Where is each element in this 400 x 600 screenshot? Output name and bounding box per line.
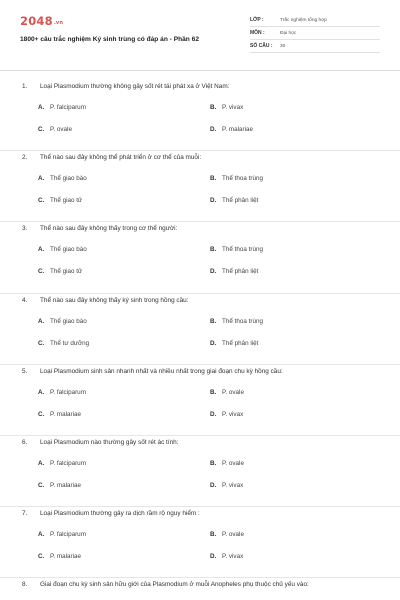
option-a[interactable]: [38, 389, 86, 396]
meta-row-so-cau: [250, 40, 380, 53]
question-stem: Loại Plasmodium nào thường gây sốt rét ác tính:: [40, 438, 179, 446]
question-text: [22, 439, 380, 446]
option-letter: B.: [210, 246, 217, 254]
option-text: Thể thoa trùng: [222, 317, 263, 325]
option-text: P. malariae: [50, 481, 82, 489]
option-letter: B.: [210, 459, 217, 467]
option-c[interactable]: [38, 482, 81, 489]
question-number: 1.: [22, 83, 28, 90]
question-number: 8.: [22, 581, 28, 589]
meta-label-mon: MÔN :: [250, 30, 265, 36]
option-letter: A.: [38, 317, 45, 325]
question-4: [0, 294, 400, 365]
option-b[interactable]: [210, 104, 243, 111]
option-a[interactable]: [38, 175, 87, 182]
option-d[interactable]: [210, 268, 258, 275]
question-7: [0, 507, 400, 578]
question-stem: Loại Plasmodium sinh sản nhanh nhất và nhiều nhất trong giai đoạn chu kỳ hồng cầu:: [40, 367, 283, 375]
question-stem: Giai đoạn chu kỳ sinh sản hữu giới của Plasmodium ở muỗi Anopheles phụ thuộc chủ yếu vào:: [40, 581, 309, 589]
question-8: [0, 578, 400, 600]
meta-label-lop: LỚP :: [250, 17, 264, 23]
header-divider: [0, 70, 400, 71]
option-b[interactable]: [210, 389, 244, 396]
option-letter: B.: [210, 317, 217, 325]
option-b[interactable]: [210, 318, 263, 325]
option-a[interactable]: [38, 531, 86, 538]
option-letter: C.: [38, 126, 45, 133]
option-b[interactable]: [210, 460, 244, 467]
option-text: Thể thoa trùng: [222, 246, 263, 254]
question-2: [0, 151, 400, 222]
option-letter: C.: [38, 339, 45, 347]
question-text: [22, 510, 380, 517]
option-letter: D.: [210, 126, 217, 133]
option-text: P. ovale: [50, 126, 72, 133]
option-b[interactable]: [210, 175, 263, 182]
option-letter: C.: [38, 268, 45, 276]
option-letter: B.: [210, 388, 217, 396]
option-letter: A.: [38, 459, 45, 467]
option-d[interactable]: [210, 340, 258, 347]
option-letter: A.: [38, 531, 45, 539]
option-d[interactable]: [210, 482, 243, 489]
option-letter: D.: [210, 339, 217, 347]
question-5: [0, 365, 400, 436]
option-b[interactable]: [210, 246, 263, 253]
option-c[interactable]: [38, 197, 82, 204]
question-stem: Thể nào sau đây không thể phát triển ở cơ thể của muỗi:: [40, 154, 202, 162]
option-text: P. malariae: [50, 410, 82, 418]
option-text: Thể phân liệt: [222, 339, 259, 347]
option-text: Thể giao bào: [50, 246, 87, 254]
option-d[interactable]: [210, 411, 243, 418]
option-d[interactable]: [210, 553, 243, 560]
logo-text: 2048: [20, 14, 53, 28]
header: [0, 0, 400, 70]
option-a[interactable]: [38, 318, 87, 325]
option-text: P. vivax: [222, 410, 244, 418]
question-text: [22, 225, 380, 232]
meta-info: [250, 14, 380, 53]
option-text: P. falciparum: [50, 531, 86, 539]
option-text: Thể phân liệt: [222, 268, 259, 276]
meta-row-mon: [250, 27, 380, 40]
option-text: P. vivax: [222, 104, 244, 111]
question-stem: Thể nào sau đây không thấy trong cơ thể người:: [40, 225, 178, 233]
question-number: 2.: [22, 154, 28, 162]
meta-row-lop: [250, 14, 380, 27]
logo-tld: .vn: [53, 20, 64, 26]
option-c[interactable]: [38, 126, 72, 133]
question-stem: Thể nào sau đây không thấy ký sinh trong hồng cầu:: [40, 296, 189, 304]
meta-value-mon: Đại học: [280, 30, 297, 36]
option-letter: C.: [38, 410, 45, 418]
option-letter: D.: [210, 197, 217, 205]
option-letter: C.: [38, 553, 45, 561]
question-number: 3.: [22, 225, 28, 233]
option-text: P. malariae: [50, 553, 82, 561]
option-text: P. falciparum: [50, 104, 86, 111]
option-letter: B.: [210, 175, 217, 183]
option-letter: D.: [210, 268, 217, 276]
option-text: P. malariae: [222, 126, 254, 133]
option-c[interactable]: [38, 268, 82, 275]
question-stem: Loại Plasmodium thường gây ra dịch rầm rộ nguy hiểm :: [40, 510, 200, 518]
option-text: P. vivax: [222, 553, 244, 561]
option-text: P. ovale: [222, 459, 244, 467]
page-title: 1800+ câu trắc nghiệm Ký sinh trùng có đáp án - Phần 62: [20, 36, 199, 43]
option-letter: C.: [38, 197, 45, 205]
option-d[interactable]: [210, 126, 253, 133]
question-6: [0, 436, 400, 507]
option-text: P. ovale: [222, 388, 244, 396]
option-c[interactable]: [38, 553, 81, 560]
option-c[interactable]: [38, 340, 89, 347]
option-text: Thể giao bào: [50, 317, 87, 325]
question-number: 6.: [22, 438, 28, 446]
option-text: Thể giao tử: [50, 268, 83, 276]
option-a[interactable]: [38, 104, 86, 111]
option-letter: A.: [38, 246, 45, 254]
option-letter: D.: [210, 553, 217, 561]
option-letter: A.: [38, 175, 45, 183]
option-text: P. falciparum: [50, 388, 86, 396]
option-text: P. falciparum: [50, 459, 86, 467]
option-text: Thể thoa trùng: [222, 175, 263, 183]
question-stem: Loại Plasmodium thường không gây sốt rét tái phát xa ở Việt Nam:: [40, 83, 230, 90]
question-1: [0, 80, 400, 151]
option-letter: B.: [210, 531, 217, 539]
option-a[interactable]: [38, 460, 86, 467]
option-b[interactable]: [210, 531, 244, 538]
option-letter: D.: [210, 410, 217, 418]
question-text: [22, 368, 380, 375]
option-c[interactable]: [38, 411, 81, 418]
question-text: [22, 154, 380, 161]
option-text: Thể tư dưỡng: [50, 339, 90, 347]
option-text: Thể giao tử: [50, 197, 83, 205]
question-number: 5.: [22, 367, 28, 375]
question-text: [22, 83, 380, 90]
option-letter: B.: [210, 104, 217, 111]
meta-value-lop: Trắc nghiệm tổng hợp: [280, 17, 327, 23]
question-3: [0, 222, 400, 293]
meta-value-so-cau: 30: [280, 43, 286, 49]
question-text: [22, 297, 380, 304]
option-text: Thể giao bào: [50, 175, 87, 183]
option-a[interactable]: [38, 246, 87, 253]
option-letter: D.: [210, 481, 217, 489]
meta-label-so-cau: SỐ CÂU :: [250, 43, 273, 49]
option-letter: A.: [38, 104, 45, 111]
option-text: Thể phân liệt: [222, 197, 259, 205]
option-text: P. ovale: [222, 531, 244, 539]
option-text: P. vivax: [222, 481, 244, 489]
question-number: 4.: [22, 296, 28, 304]
option-letter: A.: [38, 388, 45, 396]
question-number: 7.: [22, 510, 28, 518]
option-letter: C.: [38, 481, 45, 489]
option-d[interactable]: [210, 197, 258, 204]
question-text: [22, 581, 380, 588]
question-list: [0, 80, 400, 600]
